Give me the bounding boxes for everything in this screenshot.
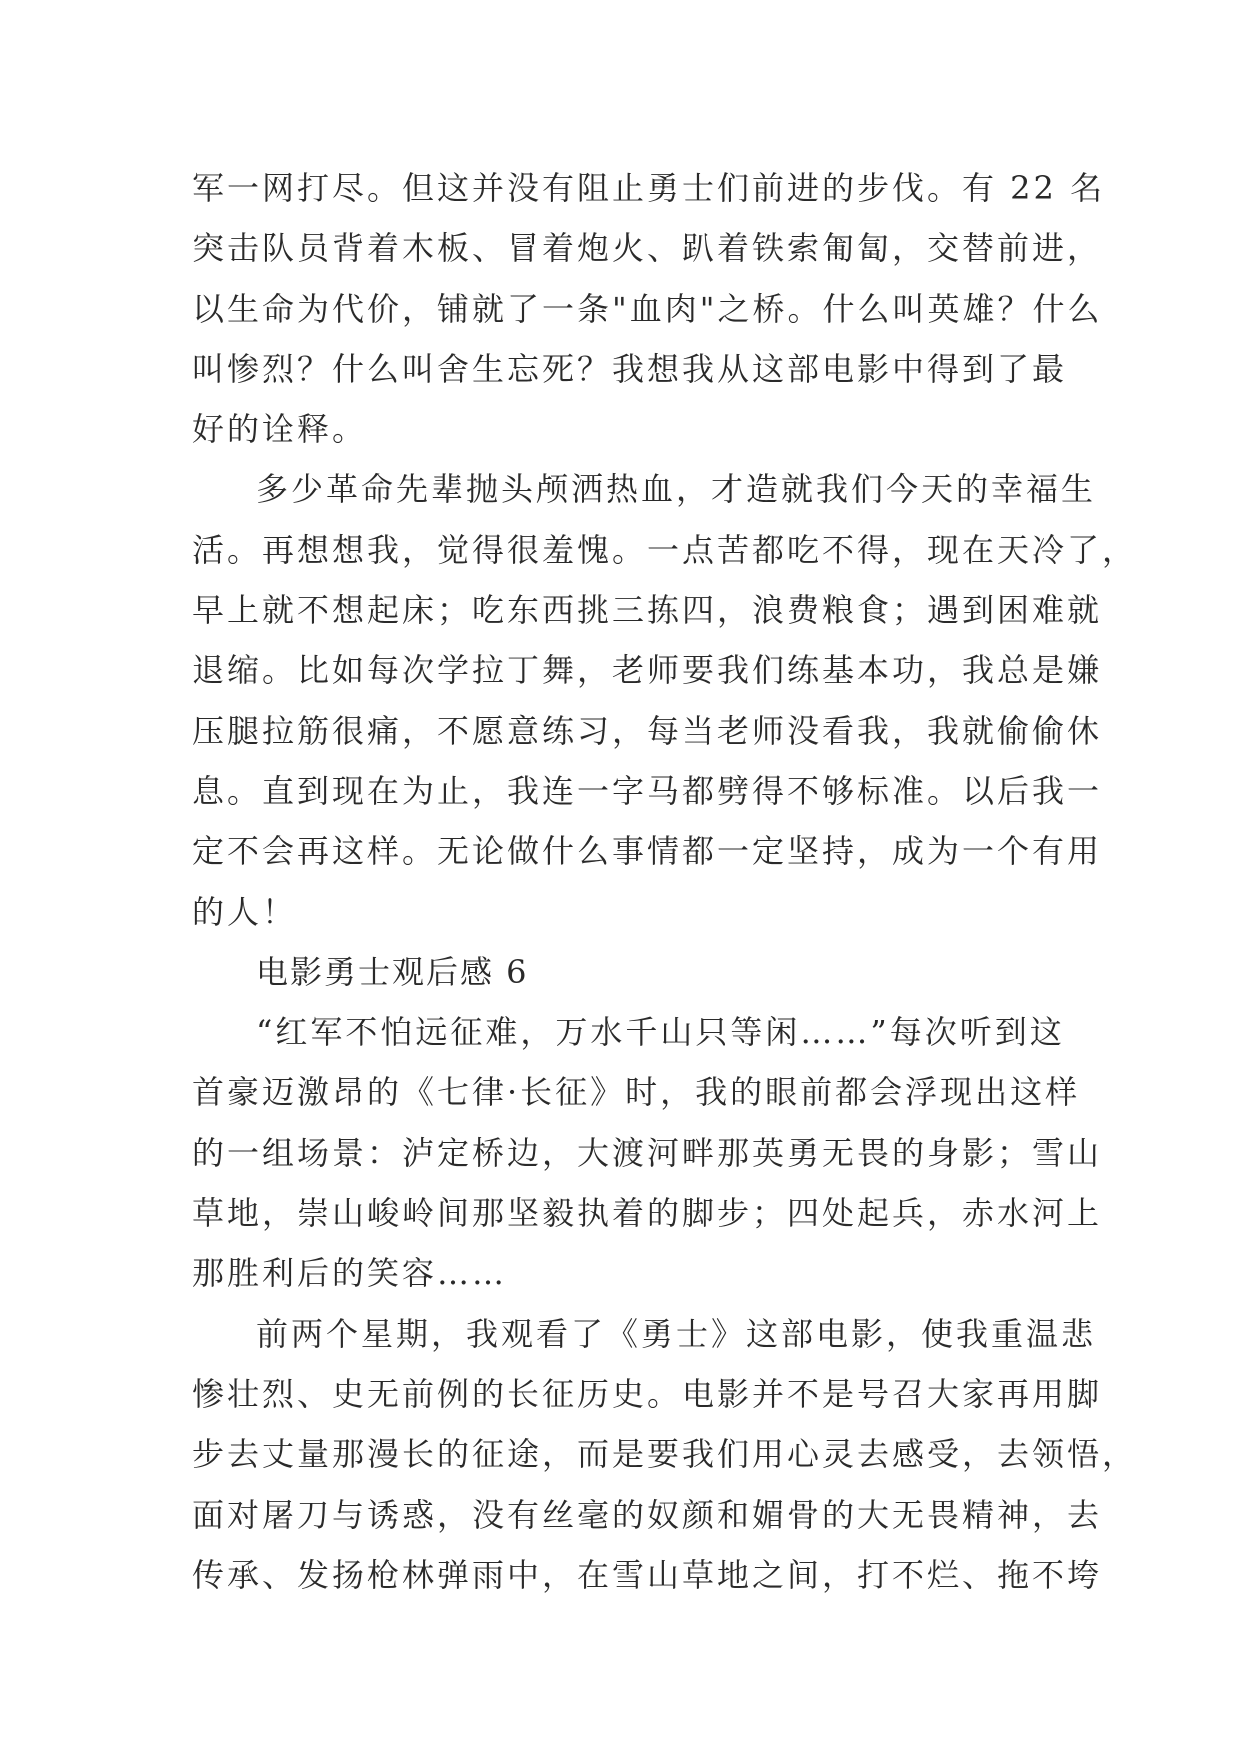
text-line: 军一网打尽。但这并没有阻止勇士们前进的步伐。有 22 名 xyxy=(192,169,1106,207)
paragraph-first-line: 前两个星期，我观看了《勇士》这部电影，使我重温悲 xyxy=(256,1314,1097,1353)
text-line: 退缩。比如每次学拉丁舞，老师要我们练基本功，我总是嫌 xyxy=(192,651,1103,690)
text-line: 早上就不想起床；吃东西挑三拣四，浪费粮食；遇到困难就 xyxy=(192,591,1103,630)
text-line: 定不会再这样。无论做什么事情都一定坚持，成为一个有用 xyxy=(192,832,1103,871)
text-line: 好的诠释。 xyxy=(192,410,368,449)
text-line: 以生命为代价，铺就了一条"血肉"之桥。什么叫英雄？什么 xyxy=(192,289,1103,328)
section-heading: 电影勇士观后感 6 xyxy=(256,952,529,991)
body-text xyxy=(192,158,1138,1605)
text-line: 传承、发扬枪林弹雨中，在雪山草地之间，打不烂、拖不垮 xyxy=(192,1555,1103,1594)
text-line: 惨壮烈、史无前例的长征历史。电影并不是号召大家再用脚 xyxy=(192,1374,1103,1413)
text-line: 的人！ xyxy=(192,892,298,931)
text-line: 草地，崇山峻岭间那坚毅执着的脚步；四处起兵，赤水河上 xyxy=(192,1194,1103,1233)
text-line: 首豪迈激昂的《七律·长征》时，我的眼前都会浮现出这样 xyxy=(192,1073,1081,1112)
text-line: 步去丈量那漫长的征途，而是要我们用心灵去感受，去领悟， xyxy=(192,1435,1138,1474)
text-line: 压腿拉筋很痛，不愿意练习，每当老师没看我，我就偷偷休 xyxy=(192,711,1103,750)
text-line: 突击队员背着木板、冒着炮火、趴着铁索匍匐，交替前进， xyxy=(192,229,1103,268)
paragraph-first-line: “红军不怕远征难，万水千山只等闲……”每次听到这 xyxy=(256,1013,1065,1052)
text-line: 叫惨烈？什么叫舍生忘死？我想我从这部电影中得到了最 xyxy=(192,349,1068,388)
text-line: 的一组场景：泸定桥边，大渡河畔那英勇无畏的身影；雪山 xyxy=(192,1133,1103,1172)
text-line: 面对屠刀与诱惑，没有丝毫的奴颜和媚骨的大无畏精神，去 xyxy=(192,1495,1103,1534)
paragraph-first-line: 多少革命先辈抛头颅洒热血，才造就我们今天的幸福生 xyxy=(256,470,1097,509)
text-line: 那胜利后的笑容…… xyxy=(192,1254,508,1293)
text-line: 活。再想想我，觉得很羞愧。一点苦都吃不得，现在天冷了， xyxy=(192,530,1138,569)
text-line: 息。直到现在为止，我连一字马都劈得不够标准。以后我一 xyxy=(192,771,1103,810)
